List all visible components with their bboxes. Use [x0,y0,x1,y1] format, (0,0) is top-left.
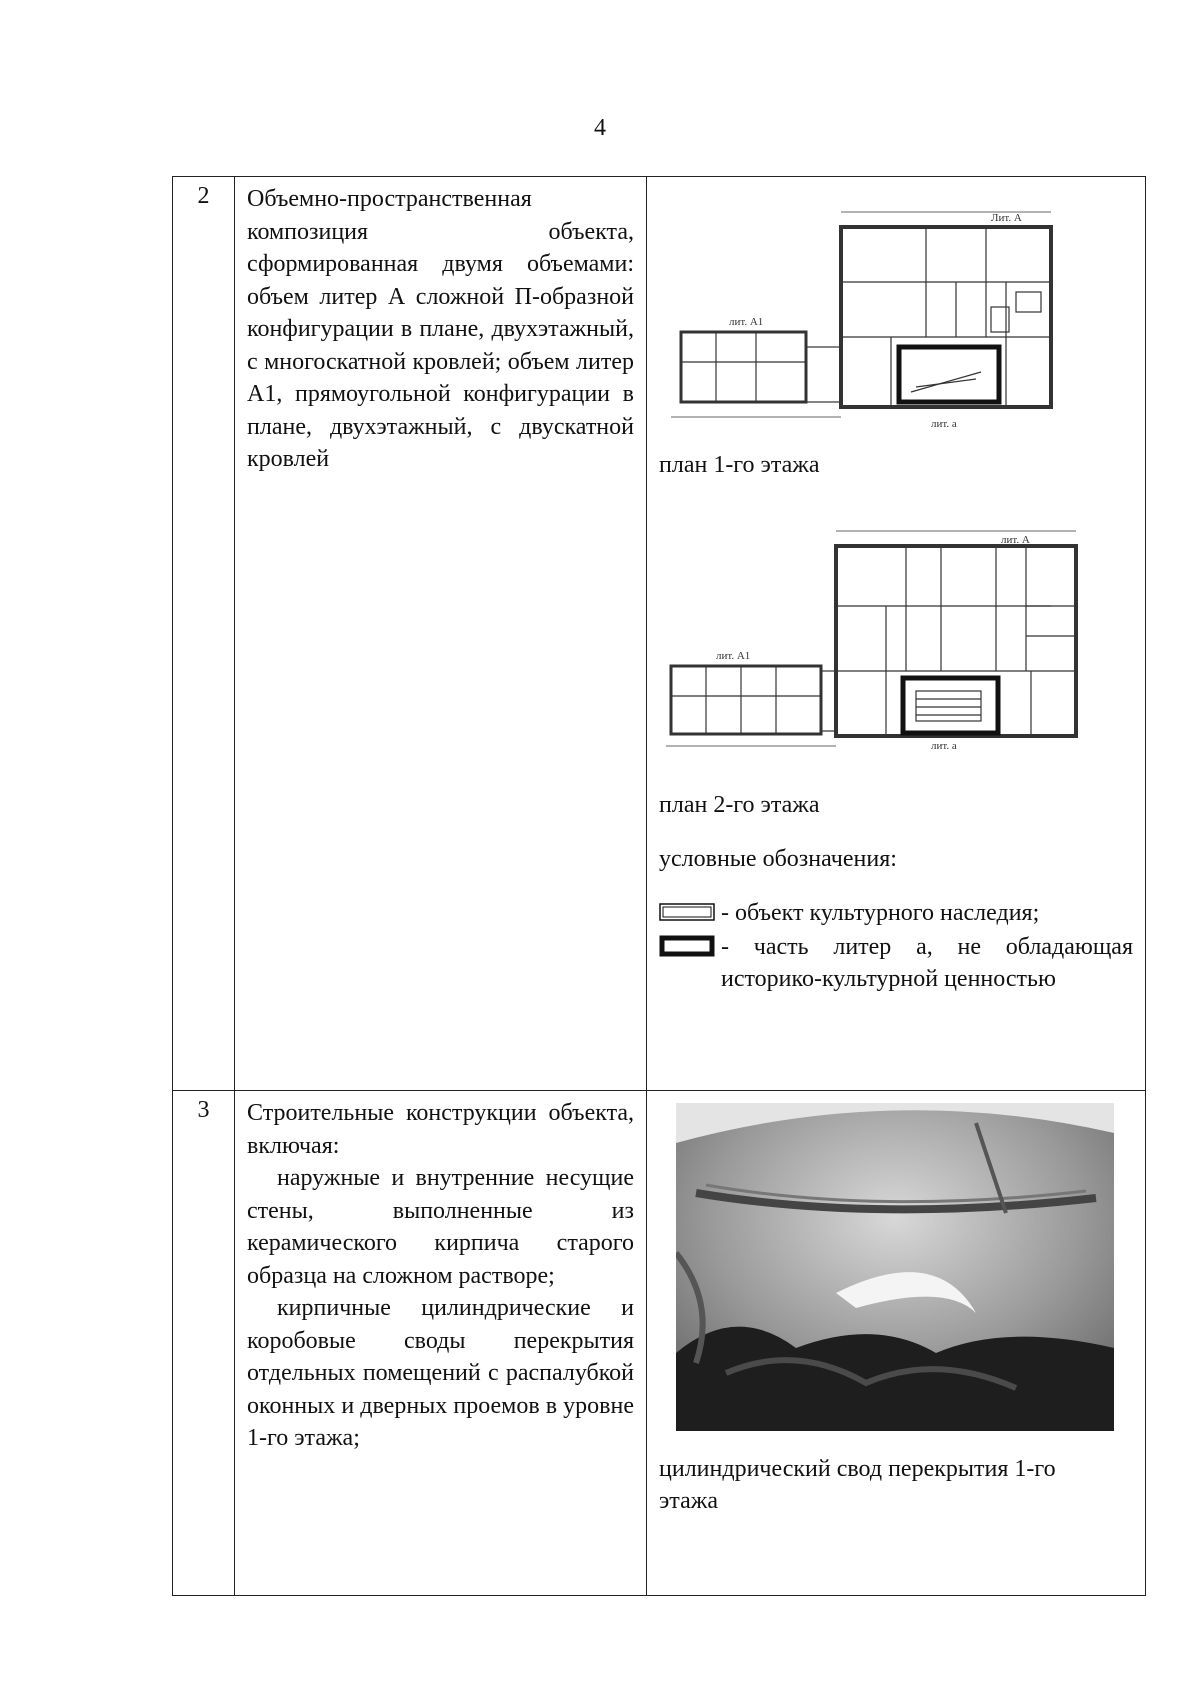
row-illustrations [647,1091,1146,1596]
plan2-label-lit-a: лит. А [1001,534,1030,546]
row-description [235,177,647,1091]
floor-plan-1 [661,197,1131,447]
heritage-outline-swatch [659,903,715,921]
page-number: 4 [594,115,606,141]
legend-item-non-heritage [659,931,1145,995]
plan1-label-lit-a1: лит. А1 [729,316,764,328]
legend-text-heritage: - объект культурного наследия; [721,900,1040,926]
floor-plan-2 [661,521,1131,781]
photo-caption: цилиндрический свод перекрытия 1-го этажа [659,1456,1056,1514]
description-text: Объемно-пространственная композиция объекта, сформированная двумя объемами: объем литер А сложной П-образной конфигурации в плане, двухэтажный, с многоскатной кровлей; объем литер А1, прямоугольной конфигурации в плане, двухэтажный, с двускатной кровлей [247,186,634,472]
row-number: 3 [173,1091,235,1596]
description-text: кирпичные цилиндрические и коробовые своды перекрытия отдельных помещений с распалубкой оконных и дверных проемов в уровне 1-го этажа; [247,1295,634,1451]
plan1-caption: план 1-го этажа [659,452,820,478]
row-number: 2 [173,177,235,1091]
legend-title: условные обозначения: [659,846,897,872]
row-illustrations [647,177,1146,1091]
description-text: наружные и внутренние несущие стены, выполненные из керамического кирпича старого образца на сложном растворе; [247,1165,634,1289]
plan2-caption: план 2-го этажа [659,792,820,818]
table-row [173,1091,1146,1596]
vault-photo [676,1103,1114,1431]
plan1-label-lit-a: Лит. А [991,212,1022,224]
plan2-label-lit-a-small: лит. а [931,740,957,752]
content-table [172,176,1146,1596]
table-row [173,177,1146,1091]
plan2-label-lit-a1: лит. А1 [716,650,751,662]
description-text: Строительные конструкции объекта, включая: [247,1100,634,1159]
row-description [235,1091,647,1596]
legend-item-heritage [659,897,1145,929]
plan1-label-lit-a-small: лит. а [931,418,957,430]
non-heritage-bold-swatch [659,935,715,957]
legend-text-non-heritage: - часть литер а, не обладающая историко-культурной ценностью [721,934,1133,992]
